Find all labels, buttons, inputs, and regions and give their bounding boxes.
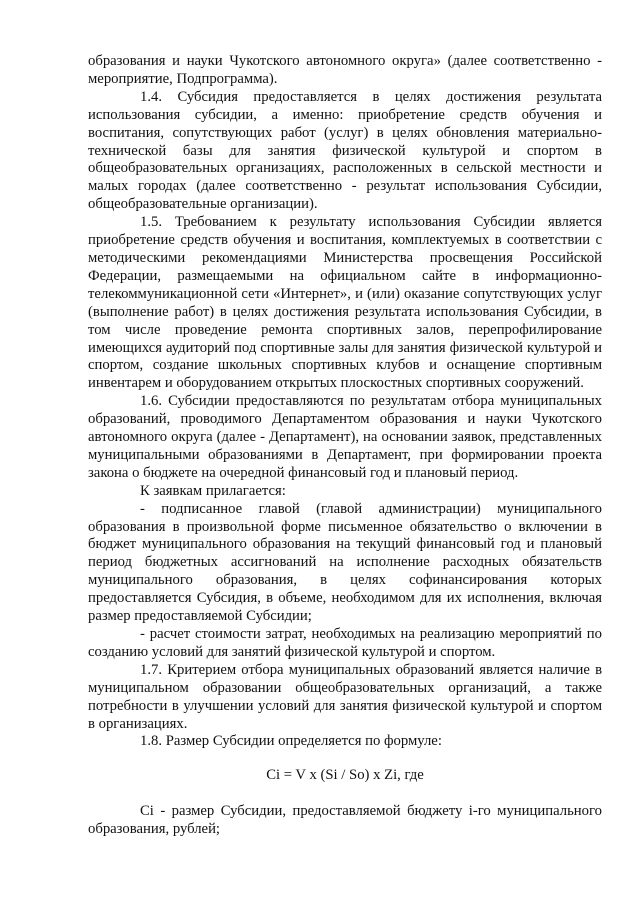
paragraph-attachment-cost: - расчет стоимости затрат, необходимых на реализацию мероприятий по созданию условий для занятий физической культурой и спортом. xyxy=(88,626,602,660)
subsidy-formula: Ci = V x (Si / So) x Zi, где xyxy=(266,767,424,784)
paragraph-1-7: 1.7. Критерием отбора муниципальных образований является наличие в муниципальном образовании общеобразовательных организаций, а также потребности в улучшении условий для занятия физической культурой и спортом в организациях. xyxy=(88,661,602,732)
paragraph-1-4: 1.4. Субсидия предоставляется в целях достижения результата использования субсидии, а именно: приобретение средств обучения и воспитания, сопутствующих работ (услуг) в целях обновления материально-технической базы для занятия физической культурой и спортом в общеобразовательных организациях, расположенных в сельской местности и малых городах (далее соответственно - результат использования Субсидии, общеобразовательные организации). xyxy=(88,88,602,213)
paragraph-1-6: 1.6. Субсидии предоставляются по результатам отбора муниципальных образований, проводимого Департаментом образования и науки Чукотского автономного округа (далее - Департамент), на основании заявок, представленных муниципальными образованиями в Департамент, при формировании проекта закона о бюджете на очередной финансовый год и плановый период. xyxy=(88,393,602,481)
paragraph-1-5: 1.5. Требованием к результату использования Субсидии является приобретение средств обучения и воспитания, комплектуемых в соответствии с методическими рекомендациями Министерства просвещения Российской Федерации, размещаемыми на официальном сайте в информационно-телекоммуникационной сети «Интернет», и (или) оказание сопутствующих услуг (выполнение работ) в целях достижения результата использования Субсидии, в том числе проведение ремонта спортивных залов, перепрофилирование имеющихся аудиторий под спортивные залы для занятия физической культурой и спортом, создание школьных спортивных клубов и оснащение спортивным инвентарем и оборудованием открытых плоскостных спортивных сооружений. xyxy=(88,214,602,392)
paragraph-continuation: образования и науки Чукотского автономного округа» (далее соответственно - мероприятие, Подпрограмма). xyxy=(88,53,602,87)
paragraph-1-8: 1.8. Размер Субсидии определяется по формуле: xyxy=(140,733,442,750)
paragraph-definition-ci: Ci - размер Субсидии, предоставляемой бюджету i-го муниципального образования, рублей; xyxy=(88,803,602,838)
document-body xyxy=(88,53,602,839)
paragraph-attachments-intro: К заявкам прилагается: xyxy=(140,482,286,499)
paragraph-attachment-obligation: - подписанное главой (главой администрации) муниципального образования в произвольной форме письменное обязательство о включении в бюджет муниципального образования на текущий финансовый год и плановый период бюджетных ассигнований на исполнение расходных обязательств муниципального образования, в целях софинансирования которых предоставляется Субсидия, в объеме, необходимом для их исполнения, включая размер предоставляемой Субсидии; xyxy=(88,500,602,625)
